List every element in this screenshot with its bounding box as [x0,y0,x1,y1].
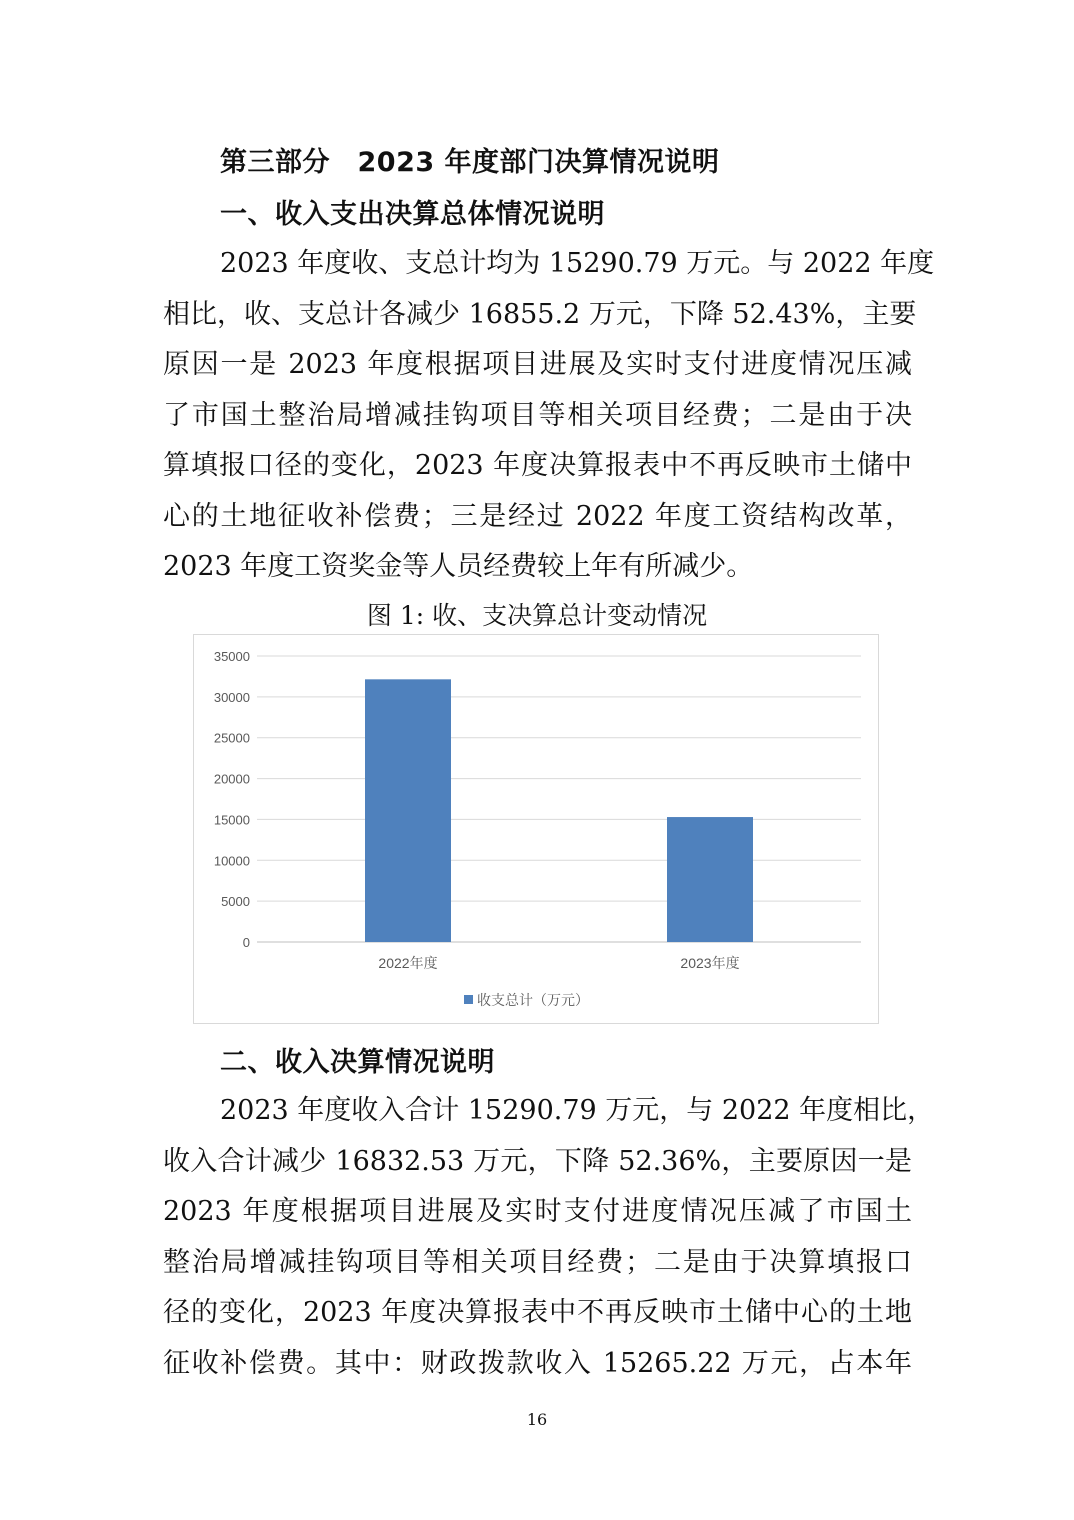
paragraph-line: 2023 年度收、支总计均为 15290.79 万元。与 2022 年度 [220,248,935,279]
y-tick-label: 25000 [213,730,250,746]
paragraph-line: 相比，收、支总计各减少 16855.2 万元，下降 52.43%，主要 [163,298,917,330]
figure-caption: 图 1: 收、支决算总计变动情况 [366,601,708,630]
paragraph-line: 原因一是 2023 年度根据项目进展及实时支付进度情况压减 [163,349,912,380]
paragraph-line: 算填报口径的变化，2023 年度决算报表中不再反映市土储中 [163,450,912,481]
x-tick-label: 2022年度 [378,955,438,971]
legend-swatch [464,995,473,1004]
section-heading-income-details: 二、收入决算情况说明 [220,1047,495,1078]
y-tick-label: 35000 [213,649,250,664]
bar [365,679,451,942]
bar-chart [193,634,879,1024]
paragraph-line: 收入合计减少 16832.53 万元，下降 52.36%，主要原因一是 [163,1145,912,1177]
paragraph-line: 心的土地征收补偿费；三是经过 2022 年度工资结构改革， [163,500,912,532]
y-tick-label: 15000 [213,812,250,828]
paragraph-line: 2023 年度根据项目进展及实时支付进度情况压减了市国土 [163,1196,912,1227]
paragraph-overview [163,239,935,593]
y-tick-label: 0 [242,935,250,950]
part-title: 第三部分 2023 年度部门决算情况说明 [220,147,720,178]
paragraph-line: 2023 年度工资奖金等人员经费较上年有所减少。 [163,551,754,582]
y-tick-label: 10000 [213,853,250,869]
bar-chart-svg [194,635,878,1023]
paragraph-line: 整治局增减挂钩项目等相关项目经费；二是由于决算填报口 [163,1246,912,1278]
paragraph-line: 了市国土整治局增减挂钩项目等相关项目经费；二是由于决 [163,399,912,431]
paragraph-income [163,1086,935,1389]
paragraph-line: 2023 年度收入合计 15290.79 万元，与 2022 年度相比， [220,1095,935,1126]
bar [667,817,753,942]
x-tick-label: 2023年度 [680,955,740,971]
legend-label: 收支总计（万元） [477,992,589,1008]
y-tick-label: 30000 [213,689,250,705]
y-tick-label: 20000 [213,771,250,787]
y-tick-label: 5000 [221,894,250,910]
paragraph-line: 征收补偿费。其中：财政拨款收入 15265.22 万元，占本年 [163,1347,912,1379]
section-heading-income-expenditure-overview: 一、收入支出决算总体情况说明 [220,199,605,230]
paragraph-line: 径的变化，2023 年度决算报表中不再反映市土储中心的土地 [163,1297,912,1328]
page-number: 16 [526,1410,548,1429]
